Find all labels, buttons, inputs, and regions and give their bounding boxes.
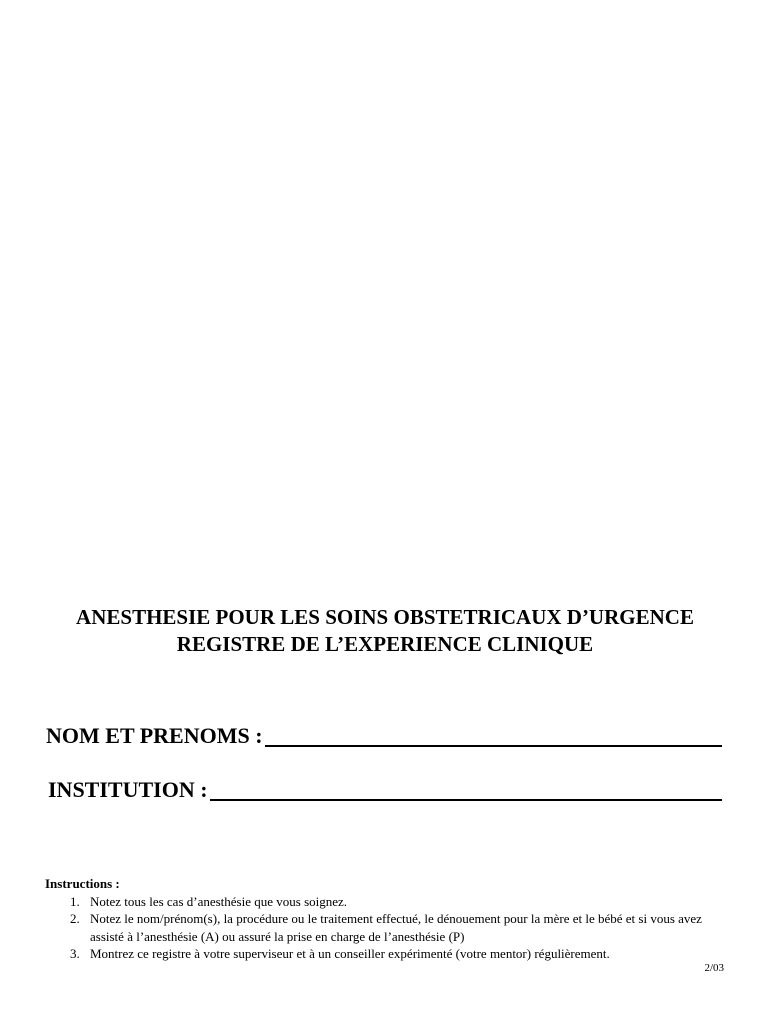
instructions-section [45, 875, 727, 963]
instruction-item [45, 910, 727, 945]
instruction-number: 2. [70, 911, 80, 926]
instruction-item [45, 945, 727, 963]
instructions-list [45, 893, 727, 963]
name-field-line[interactable] [265, 725, 722, 747]
instruction-item [45, 893, 727, 911]
institution-field-line[interactable] [210, 779, 722, 801]
title-line-1: ANESTHESIE POUR LES SOINS OBSTETRICAUX D’URGENCE [76, 605, 694, 629]
instruction-number: 1. [70, 893, 80, 909]
institution-field-row [48, 777, 722, 803]
title-line-2: REGISTRE DE L’EXPERIENCE CLINIQUE [176, 632, 594, 656]
instruction-text: Notez tous les cas d’anesthésie que vous soignez. [90, 893, 348, 909]
instruction-text: Notez le nom/prénom(s), la procédure ou le traitement effectué, le dénouement pour la mère et le bébé et si vous avez assisté à l’anesthésie (A) ou assuré la prise en charge de l’anesthésie (P) [90, 911, 702, 944]
name-field-label: NOM ET PRENOMS : [46, 723, 263, 748]
name-field-row [46, 723, 722, 749]
instruction-text: Montrez ce registre à votre superviseur et à un conseiller expérimenté (votre mentor) régulièrement. [90, 946, 610, 961]
page-number: 2/03 [704, 962, 724, 974]
institution-field-label: INSTITUTION : [48, 777, 208, 802]
document-title [0, 604, 770, 658]
instructions-heading: Instructions : [45, 876, 120, 891]
instruction-number: 3. [70, 946, 80, 961]
